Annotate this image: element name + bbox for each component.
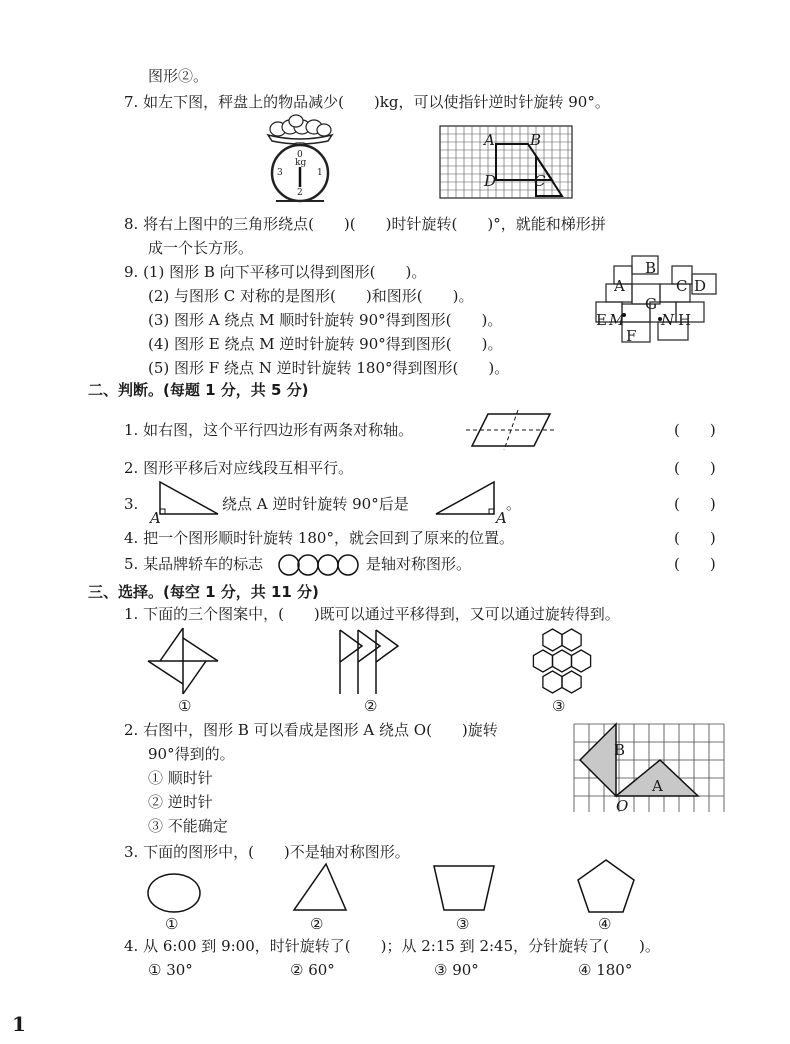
rotation-grid-figure	[572, 722, 726, 814]
question-9-3: (3) 图形 A 绕点 M 顺时针旋转 90°得到图形( )。	[148, 311, 503, 329]
triangle-before-figure	[158, 480, 220, 516]
question-8: 8. 将右上图中的三角形绕点( )( )时针旋转( )°，就能和梯形拼	[124, 215, 606, 233]
hexagons-figure	[526, 628, 598, 694]
ellipse-figure	[146, 872, 202, 914]
choice-2-option-3[interactable]: ③ 不能确定	[148, 817, 228, 835]
judge-5-text: 是轴对称图形。	[366, 555, 472, 573]
figure-label-1: ①	[165, 915, 179, 933]
point-A-label: A	[484, 131, 495, 149]
point-C-label: C	[534, 172, 546, 190]
grid-trapezoid-figure	[440, 126, 572, 198]
answer-paren-j1[interactable]: ( )	[674, 421, 716, 439]
text-line: 图形②。	[148, 67, 209, 85]
puzzle-label-D: D	[694, 277, 707, 295]
puzzle-label-G: G	[645, 295, 657, 313]
puzzle-label-F: F	[626, 327, 637, 345]
figure-label-3: ③	[552, 697, 566, 715]
puzzle-label-H: H	[678, 311, 692, 329]
choice-2: 2. 右图中，图形 B 可以看成是图形 A 绕点 O( )旋转	[124, 721, 498, 739]
scale-tick-0: 0	[297, 150, 303, 160]
question-9-1: 9. (1) 图形 B 向下平移可以得到图形( )。	[124, 263, 427, 281]
judge-3-end: 。	[506, 495, 522, 513]
choice-1: 1. 下面的三个图案中，( )既可以通过平移得到，又可以通过旋转得到。	[124, 605, 620, 623]
choice-4: 4. 从 6:00 到 9:00，时针旋转了( )；从 2:15 到 2:45，分针旋转了( )。	[124, 937, 660, 955]
choice-3: 3. 下面的图形中，( )不是轴对称图形。	[124, 843, 410, 861]
puzzle-label-B: B	[645, 259, 657, 277]
choice-2-option-1[interactable]: ① 顺时针	[148, 769, 213, 787]
puzzle-label-E: E	[596, 311, 607, 329]
point-D-label: D	[484, 172, 497, 190]
section-2-heading: 二、判断。(每题 1 分，共 5 分)	[88, 381, 309, 399]
figure-label-3: ③	[456, 915, 470, 933]
puzzle-label-A: A	[614, 277, 625, 295]
judge-3-text: 绕点 A 逆时针旋转 90°后是	[222, 495, 409, 513]
scale-tick-2: 2	[297, 188, 303, 198]
answer-paren-j3[interactable]: ( )	[674, 495, 716, 513]
figure-label-1: ①	[178, 697, 192, 715]
figure-label-4: ④	[598, 915, 612, 933]
choice-4-option-1[interactable]: ① 30°	[148, 961, 193, 979]
puzzle-label-C: C	[676, 277, 688, 295]
choice-4-option-2[interactable]: ② 60°	[290, 961, 335, 979]
flags-figure	[336, 626, 412, 696]
page-number: 1	[12, 1012, 26, 1036]
parallelogram-figure	[466, 410, 556, 450]
judge-4: 4. 把一个图形顺时针旋转 180°，就会回到了原来的位置。	[124, 529, 514, 547]
judge-5: 5. 某品牌轿车的标志	[124, 555, 264, 573]
point-O-label: O	[616, 797, 629, 815]
scale-tick-1: 1	[317, 168, 323, 178]
answer-paren-j2[interactable]: ( )	[674, 459, 716, 477]
scale-kg-label: kg	[295, 158, 307, 168]
choice-2-cont: 90°得到的。	[148, 745, 235, 763]
point-A-label: A	[496, 509, 507, 527]
answer-paren-j5[interactable]: ( )	[674, 555, 716, 573]
scale-tick-3: 3	[277, 168, 283, 178]
trapezoid-figure	[432, 864, 496, 912]
shapes-puzzle-figure	[592, 256, 724, 344]
pentagon-figure	[576, 858, 636, 914]
choice-4-option-4[interactable]: ④ 180°	[578, 961, 633, 979]
question-8-cont: 成一个长方形。	[148, 239, 254, 257]
figure-label-2: ②	[364, 697, 378, 715]
triangle-after-figure	[434, 480, 498, 516]
judge-3-num: 3.	[124, 495, 139, 513]
figure-A-label: A	[652, 777, 663, 795]
judge-1: 1. 如右图，这个平行四边形有两条对称轴。	[124, 421, 414, 439]
triangle-figure	[292, 862, 348, 912]
question-9-4: (4) 图形 E 绕点 M 逆时针旋转 90°得到图形( )。	[148, 335, 503, 353]
puzzle-label-N: N	[661, 311, 675, 329]
judge-2: 2. 图形平移后对应线段互相平行。	[124, 459, 354, 477]
question-9-2: (2) 与图形 C 对称的是图形( )和图形( )。	[148, 287, 474, 305]
figure-B-label: B	[614, 741, 626, 759]
puzzle-label-M: M	[609, 311, 625, 329]
question-7: 7. 如左下图，秤盘上的物品减少( )kg，可以使指针逆时针旋转 90°。	[124, 93, 610, 111]
point-A-label: A	[150, 509, 161, 527]
car-logo-rings-icon	[278, 554, 362, 576]
section-3-heading: 三、选择。(每空 1 分，共 11 分)	[88, 583, 319, 601]
figure-label-2: ②	[310, 915, 324, 933]
point-B-label: B	[530, 131, 542, 149]
question-9-5: (5) 图形 F 绕点 N 逆时针旋转 180°得到图形( )。	[148, 359, 510, 377]
pinwheel-figure	[146, 626, 220, 696]
choice-2-option-2[interactable]: ② 逆时针	[148, 793, 213, 811]
answer-paren-j4[interactable]: ( )	[674, 529, 716, 547]
choice-4-option-3[interactable]: ③ 90°	[434, 961, 479, 979]
